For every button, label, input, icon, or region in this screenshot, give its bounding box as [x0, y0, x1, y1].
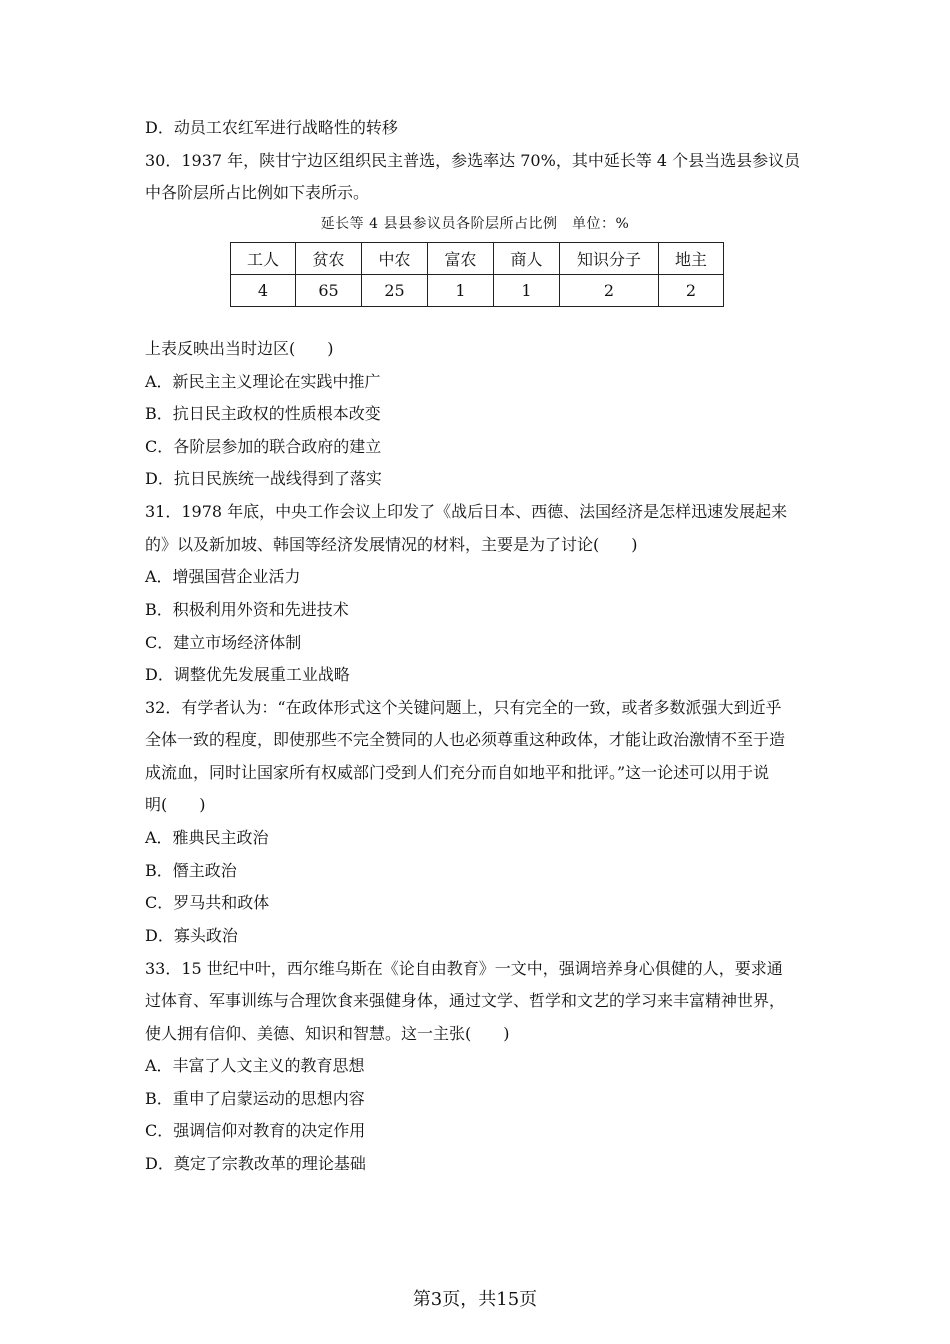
table-header-cell: 富农 [428, 243, 494, 275]
q33-option-c: C．强调信仰对教育的决定作用 [145, 1121, 366, 1140]
q30-option-b: B．抗日民主政权的性质根本改变 [145, 404, 381, 423]
q32-stem-line-1: 32．有学者认为：“在政体形式这个关键问题上，只有完全的一致，或者多数派强大到近乎 [145, 698, 782, 717]
table-value-cell: 25 [362, 275, 428, 307]
q30-stem-line-1: 30．1937 年，陕甘宁边区组织民主普选，参选率达 70%，其中延长等 4 个县当选县参议员 [145, 151, 801, 170]
q33-stem-line-3: 使人拥有信仰、美德、知识和智慧。这一主张( ) [145, 1024, 510, 1043]
table-header-row [231, 243, 724, 275]
q29-option-d: D．动员工农红军进行战略性的转移 [145, 118, 398, 137]
table-value-cell: 4 [231, 275, 296, 307]
table-header-cell: 工人 [231, 243, 296, 275]
q30-option-c: C．各阶层参加的联合政府的建立 [145, 437, 382, 456]
q30-stem-line-2: 中各阶层所占比例如下表所示。 [145, 183, 370, 202]
q30-option-d: D．抗日民族统一战线得到了落实 [145, 469, 382, 488]
table-header-cell: 商人 [494, 243, 560, 275]
table-value-cell: 1 [428, 275, 494, 307]
q33-stem-line-2: 过体育、军事训练与合理饮食来强健身体，通过文学、哲学和文艺的学习来丰富精神世界， [145, 991, 786, 1010]
table-header-cell: 地主 [659, 243, 724, 275]
table-value-cell: 2 [659, 275, 724, 307]
q33-stem-line-1: 33．15 世纪中叶，西尔维乌斯在《论自由教育》一文中，强调培养身心俱健的人，要求通 [145, 959, 783, 978]
table-value-cell: 65 [296, 275, 362, 307]
table-value-cell: 1 [494, 275, 560, 307]
q32-stem-line-4: 明( ) [145, 795, 206, 814]
table-value-cell: 2 [560, 275, 659, 307]
q32-option-a: A．雅典民主政治 [145, 828, 269, 847]
q32-option-d: D．寡头政治 [145, 926, 238, 945]
q33-option-b: B．重申了启蒙运动的思想内容 [145, 1089, 365, 1108]
q31-option-b: B．积极利用外资和先进技术 [145, 600, 349, 619]
q31-stem-line-1: 31．1978 年底，中央工作会议上印发了《战后日本、西德、法国经济是怎样迅速发展起来 [145, 502, 788, 521]
q30-table-caption: 延长等 4 县县参议员各阶层所占比例 单位：% [320, 216, 630, 232]
q33-option-d: D．奠定了宗教改革的理论基础 [145, 1154, 366, 1173]
q32-option-c: C．罗马共和政体 [145, 893, 270, 912]
table-value-row [231, 275, 724, 307]
q30-option-a: A．新民主主义理论在实践中推广 [145, 372, 381, 391]
q32-stem-line-3: 成流血，同时让国家所有权威部门受到人们充分而自如地平和批评。”这一论述可以用于说 [145, 763, 770, 782]
q31-option-d: D．调整优先发展重工业战略 [145, 665, 350, 684]
q30-question: 上表反映出当时边区( ) [145, 339, 334, 358]
q31-option-c: C．建立市场经济体制 [145, 633, 302, 652]
table-header-cell: 知识分子 [560, 243, 659, 275]
q30-data-table [230, 242, 724, 307]
q31-stem-line-2: 的》以及新加坡、韩国等经济发展情况的材料，主要是为了讨论( ) [145, 535, 638, 554]
table-header-cell: 中农 [362, 243, 428, 275]
table-header-cell: 贫农 [296, 243, 362, 275]
q33-option-a: A．丰富了人文主义的教育思想 [145, 1056, 365, 1075]
q31-option-a: A．增强国营企业活力 [145, 567, 301, 586]
q32-option-b: B．僭主政治 [145, 861, 237, 880]
q32-stem-line-2: 全体一致的程度，即使那些不完全赞同的人也必须尊重这种政体，才能让政治激情不至于造 [145, 730, 786, 749]
page-number-footer: 第3页，共15页 [412, 1289, 538, 1310]
